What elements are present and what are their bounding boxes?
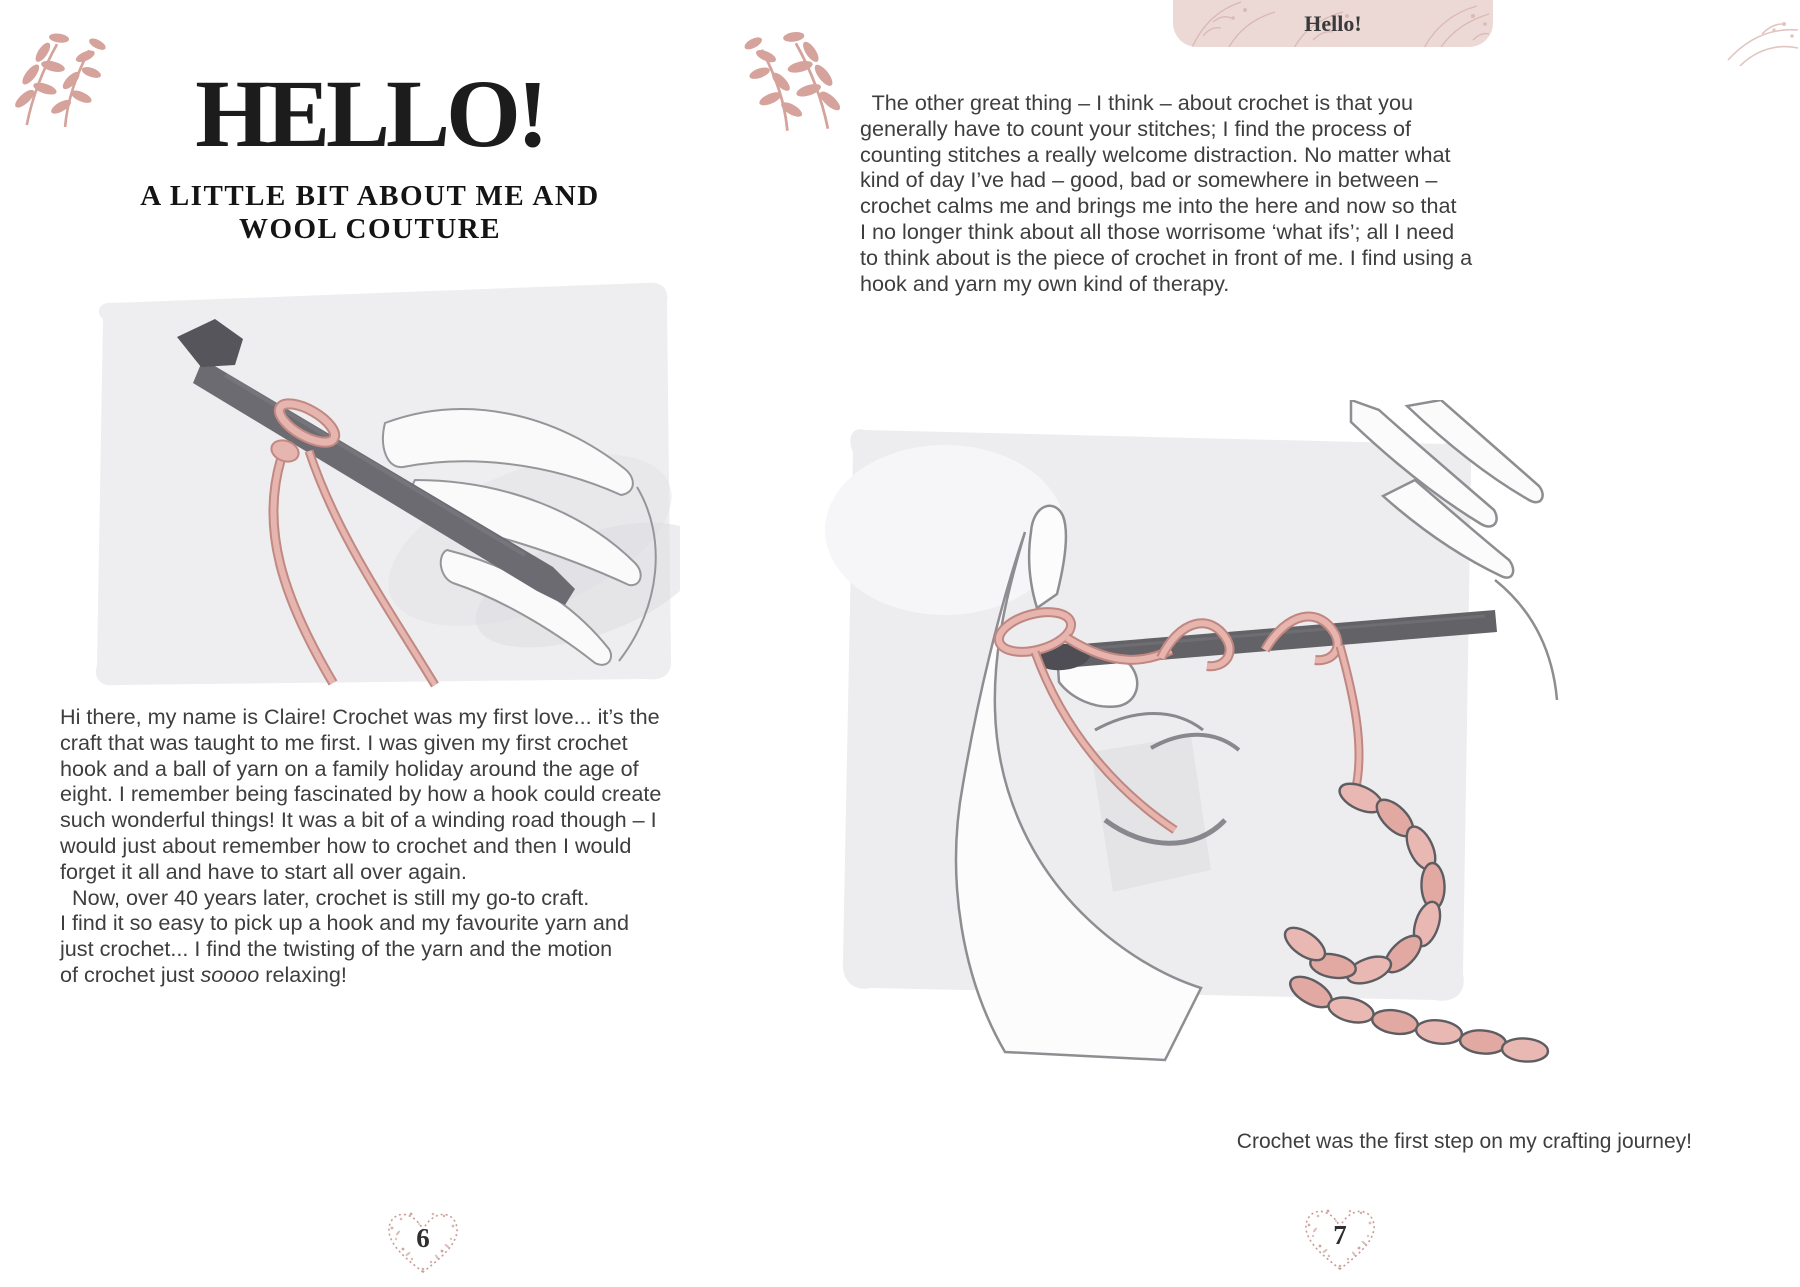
leaf-sprig-icon	[740, 22, 856, 134]
text-line: would just about remember how to crochet and then I would	[60, 832, 632, 858]
text-segment: of crochet just	[60, 961, 201, 987]
page-number: 6	[416, 1223, 430, 1253]
text-segment-italic: soooo	[200, 961, 260, 987]
body-lines	[860, 90, 1472, 296]
illustration-caption: Crochet was the first step on my crafting journey!	[1236, 1130, 1692, 1153]
text-segment: relaxing!	[259, 961, 347, 987]
text-line: such wonderful things! It was a bit of a winding road though – I	[60, 807, 657, 833]
crochet-hands-illustration	[795, 400, 1570, 1090]
subtitle-line: WOOL COUTURE	[238, 213, 502, 245]
text-line: I no longer think about all those worrisome ‘what ifs’; all I need	[860, 218, 1455, 244]
body-text	[860, 90, 1472, 296]
chapter-tab-label: Hello!	[1304, 10, 1362, 36]
text-line: Hi there, my name is Claire! Crochet was my first love... it’s the	[60, 704, 660, 729]
text-line: forget it all and have to start all over again.	[60, 858, 467, 884]
text-line: I find it so easy to pick up a hook and my favourite yarn and	[60, 910, 629, 936]
text-line: crochet calms me and brings me into the here and now so that	[860, 193, 1457, 219]
page-number-badge	[1298, 1203, 1382, 1277]
page-number-badge	[381, 1206, 465, 1280]
crochet-hook-illustration	[85, 255, 680, 690]
text-line: counting stitches a really welcome distraction. No matter what	[860, 141, 1451, 167]
text-line: kind of day I’ve had – good, bad or somewhere in between –	[860, 167, 1438, 193]
body-line-mixed	[60, 962, 661, 988]
page-subtitle	[40, 180, 700, 246]
chapter-tab	[1173, 0, 1493, 47]
text-line: The other great thing – I think – about crochet is that you	[860, 90, 1413, 115]
page-number: 7	[1333, 1220, 1347, 1250]
text-line: eight. I remember being fascinated by how a hook could create	[60, 781, 662, 807]
text-line: hook and a ball of yarn on a family holiday around the age of	[60, 755, 639, 781]
text-line: craft that was taught to me first. I was given my first crochet	[60, 729, 628, 755]
body-text	[60, 704, 661, 988]
text-line: just crochet... I find the twisting of the yarn and the motion	[60, 936, 613, 962]
text-line: hook and yarn my own kind of therapy.	[860, 270, 1230, 296]
text-line: Now, over 40 years later, crochet is still my go-to craft.	[60, 884, 590, 910]
page-title: HELLO!	[195, 60, 545, 167]
corner-floral-icon	[1722, 0, 1800, 66]
body-lines	[60, 704, 661, 962]
text-line: to think about is the piece of crochet in front of me. I find using a	[860, 244, 1473, 270]
subtitle-line: A LITTLE BIT ABOUT ME AND	[140, 180, 600, 212]
text-line: generally have to count your stitches; I find the process of	[860, 115, 1411, 141]
